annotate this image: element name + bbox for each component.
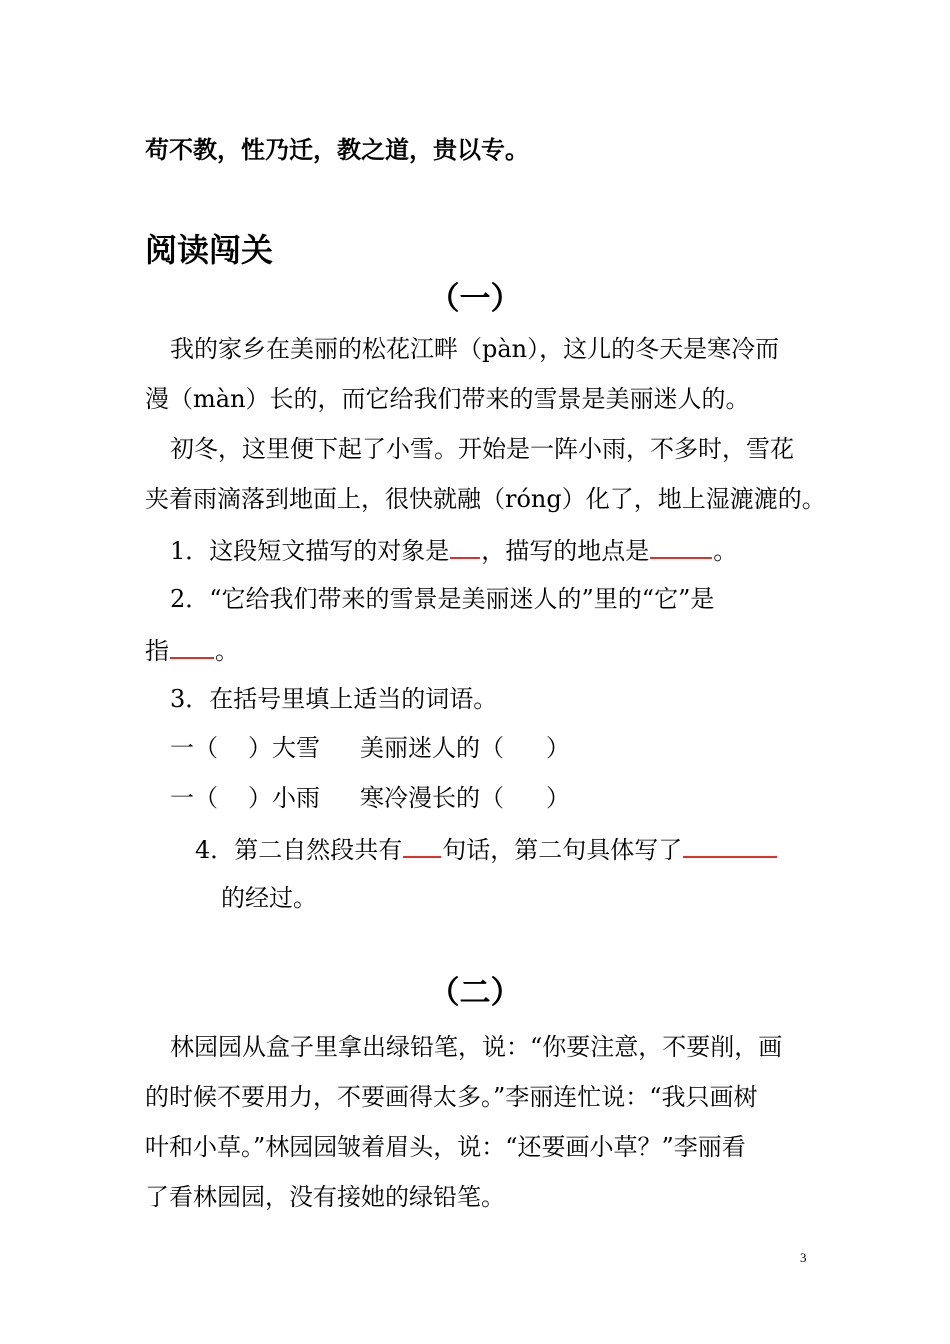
part2-para-line2: 的时候不要用力，不要画得太多。”李丽连忙说：“我只画树 — [145, 1083, 758, 1111]
row-right-suffix: ） — [546, 734, 570, 762]
question-2-line2 — [145, 637, 239, 663]
question-2-line1: 2．“它给我们带来的雪景是美丽迷人的”里的“它”是 — [170, 585, 715, 613]
page-number: 3 — [800, 1250, 807, 1265]
part1-heading: （一） — [428, 281, 522, 317]
answer-blank-place[interactable] — [650, 537, 712, 559]
part1-para2-line1: 初冬，这里便下起了小雪。开始是一阵小雨，不多时，雪花 — [170, 435, 794, 463]
row-right-prefix: 美丽迷人的（ — [360, 734, 504, 762]
answer-blank-sentence-count[interactable] — [403, 836, 441, 858]
question-3-row — [170, 786, 570, 810]
row-right-suffix: ） — [546, 784, 570, 812]
row-left-prefix: 一（ — [170, 734, 218, 762]
answer-blank-subject[interactable] — [450, 537, 480, 559]
question-1 — [170, 537, 737, 563]
classic-verse-line: 苟不教，性乃迁，教之道，贵以专。 — [145, 136, 529, 164]
section-title: 阅读闯关 — [145, 231, 274, 269]
part1-para1-line2: 漫（màn）长的，而它给我们带来的雪景是美丽迷人的。 — [145, 385, 750, 413]
part2-para-line4: 了看林园园，没有接她的绿铅笔。 — [145, 1183, 505, 1211]
question-1-text-a: 1．这段短文描写的对象是 — [170, 537, 450, 565]
question-3: 3．在括号里填上适当的词语。 — [170, 685, 498, 713]
question-2-text-a: 指 — [145, 637, 169, 665]
question-2-text-c: 。 — [215, 637, 239, 665]
part2-heading: （二） — [428, 975, 522, 1011]
row-left-prefix: 一（ — [170, 784, 218, 812]
part1-para1-line1: 我的家乡在美丽的松花江畔（pàn），这儿的冬天是寒冷而 — [170, 335, 780, 363]
part1-para2-line2: 夹着雨滴落到地面上，很快就融（róng）化了，地上湿漉漉的。 — [145, 485, 826, 513]
row-left-suffix: ）小雨 — [248, 784, 320, 812]
question-4-line2: 的经过。 — [221, 884, 317, 912]
question-4-text-a: 4．第二自然段共有 — [195, 836, 403, 864]
answer-blank-it[interactable] — [170, 637, 214, 659]
question-1-text-c: 。 — [713, 537, 738, 565]
row-left-suffix: ）大雪 — [248, 734, 320, 762]
question-3-row — [170, 736, 570, 760]
row-right-prefix: 寒冷漫长的（ — [360, 784, 504, 812]
part2-para-line3: 叶和小草。”林园园皱着眉头，说：“还要画小草？”李丽看 — [145, 1133, 746, 1161]
question-1-text-b: ，描写的地点是 — [481, 537, 650, 565]
question-4-text-b: 句话，第二句具体写了 — [442, 836, 683, 864]
part2-para-line1: 林园园从盒子里拿出绿铅笔，说：“你要注意，不要削，画 — [170, 1033, 783, 1061]
question-4 — [195, 836, 778, 862]
answer-blank-process[interactable] — [683, 836, 777, 858]
